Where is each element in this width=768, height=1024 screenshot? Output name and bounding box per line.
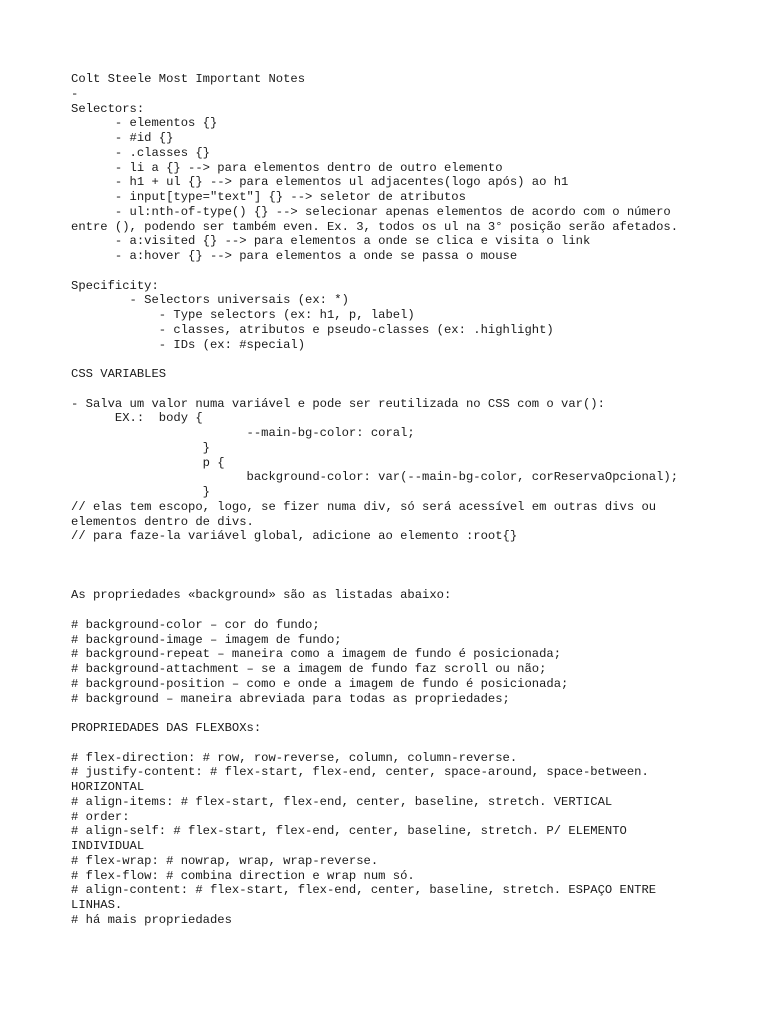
text-line: - input[type="text"] {} --> seletor de atributos <box>71 190 466 204</box>
code-line: p { <box>71 455 225 470</box>
section-heading-selectors: Selectors: <box>71 101 145 116</box>
blank-line <box>71 736 761 751</box>
text-line: - a:visited {} --> para elementos a onde se clica e visita o link <box>71 234 591 249</box>
text-line: // elas tem escopo, logo, se fizer numa div, só será acessível em outras divs ou <box>71 499 657 514</box>
text-line: - .classes {} <box>71 145 210 160</box>
section-heading-flexbox: PROPRIEDADES DAS FLEXBOXs: <box>71 721 262 735</box>
section-heading-css-variables: CSS VARIABLES <box>71 367 167 381</box>
text-line: # background-color – cor do fundo; <box>71 617 320 632</box>
text-line: # há mais propriedades <box>71 912 232 927</box>
blank-line <box>71 264 761 279</box>
text-line: # justify-content: # flex-start, flex-end, center, space-around, space-between. <box>71 765 649 780</box>
blank-line <box>71 382 761 397</box>
text-line: # background-image – imagem de fundo; <box>71 632 342 647</box>
code-line: } <box>71 440 210 455</box>
section-heading-background: As propriedades «background» são as listadas abaixo: <box>71 588 452 603</box>
blank-line <box>71 603 761 618</box>
section-heading-specificity: Specificity: <box>71 278 159 293</box>
text-line: - IDs (ex: #special) <box>71 337 306 352</box>
text-line: - Selectors universais (ex: *) <box>71 293 349 308</box>
text-line: # order: <box>71 809 130 824</box>
text-line: // para faze-la variável global, adicione ao elemento :root{} <box>71 529 518 544</box>
code-line: --main-bg-color: coral; <box>71 426 415 440</box>
text-line: # background-position – como e onde a imagem de fundo é posicionada; <box>71 676 569 691</box>
text-line: - ul:nth-of-type() {} --> selecionar apenas elementos de acordo com o número <box>71 204 671 219</box>
text-line: elementos dentro de divs. <box>71 514 254 529</box>
text-line: - elementos {} <box>71 116 218 131</box>
blank-line <box>71 574 761 589</box>
text-line: # background-repeat – maneira como a imagem de fundo é posicionada; <box>71 647 562 662</box>
text-line: - a:hover {} --> para elementos a onde se passa o mouse <box>71 249 518 263</box>
text-line: # align-self: # flex-start, flex-end, center, baseline, stretch. P/ ELEMENTO <box>71 824 627 839</box>
document-text-body <box>71 72 761 928</box>
code-line: } <box>71 485 210 499</box>
text-line: - Salva um valor numa variável e pode ser reutilizada no CSS com o var(): <box>71 396 605 411</box>
text-line: # align-content: # flex-start, flex-end, center, baseline, stretch. ESPAÇO ENTRE <box>71 883 657 898</box>
text-line: # background-attachment – se a imagem de fundo faz scroll ou não; <box>71 662 547 676</box>
text-line: - #id {} <box>71 131 174 145</box>
text-line: HORIZONTAL <box>71 780 145 794</box>
blank-line <box>71 706 761 721</box>
text-line: entre (), podendo ser também even. Ex. 3, todos os ul na 3° posição serão afetados. <box>71 219 679 234</box>
text-line: # flex-direction: # row, row-reverse, column, column-reverse. <box>71 750 518 765</box>
text-line: # flex-flow: # combina direction e wrap num só. <box>71 868 415 883</box>
text-line: # background – maneira abreviada para todas as propriedades; <box>71 691 510 706</box>
blank-line <box>71 544 761 559</box>
text-line: INDIVIDUAL <box>71 839 145 853</box>
blank-line <box>71 352 761 367</box>
text-line: - classes, atributos e pseudo-classes (ex: .highlight) <box>71 322 554 337</box>
code-line: EX.: body { <box>71 411 203 426</box>
text-line: # flex-wrap: # nowrap, wrap, wrap-reverse. <box>71 853 379 868</box>
blank-line <box>71 559 761 574</box>
text-line: - <box>71 86 79 101</box>
document-title: Colt Steele Most Important Notes <box>71 72 306 86</box>
text-line: # align-items: # flex-start, flex-end, center, baseline, stretch. VERTICAL <box>71 794 613 809</box>
text-line: - li a {} --> para elementos dentro de outro elemento <box>71 160 503 175</box>
text-line: LINHAS. <box>71 898 123 912</box>
code-line: background-color: var(--main-bg-color, corReservaOpcional); <box>71 470 679 485</box>
text-line: - Type selectors (ex: h1, p, label) <box>71 308 415 322</box>
text-line: - h1 + ul {} --> para elementos ul adjacentes(logo após) ao h1 <box>71 175 569 190</box>
